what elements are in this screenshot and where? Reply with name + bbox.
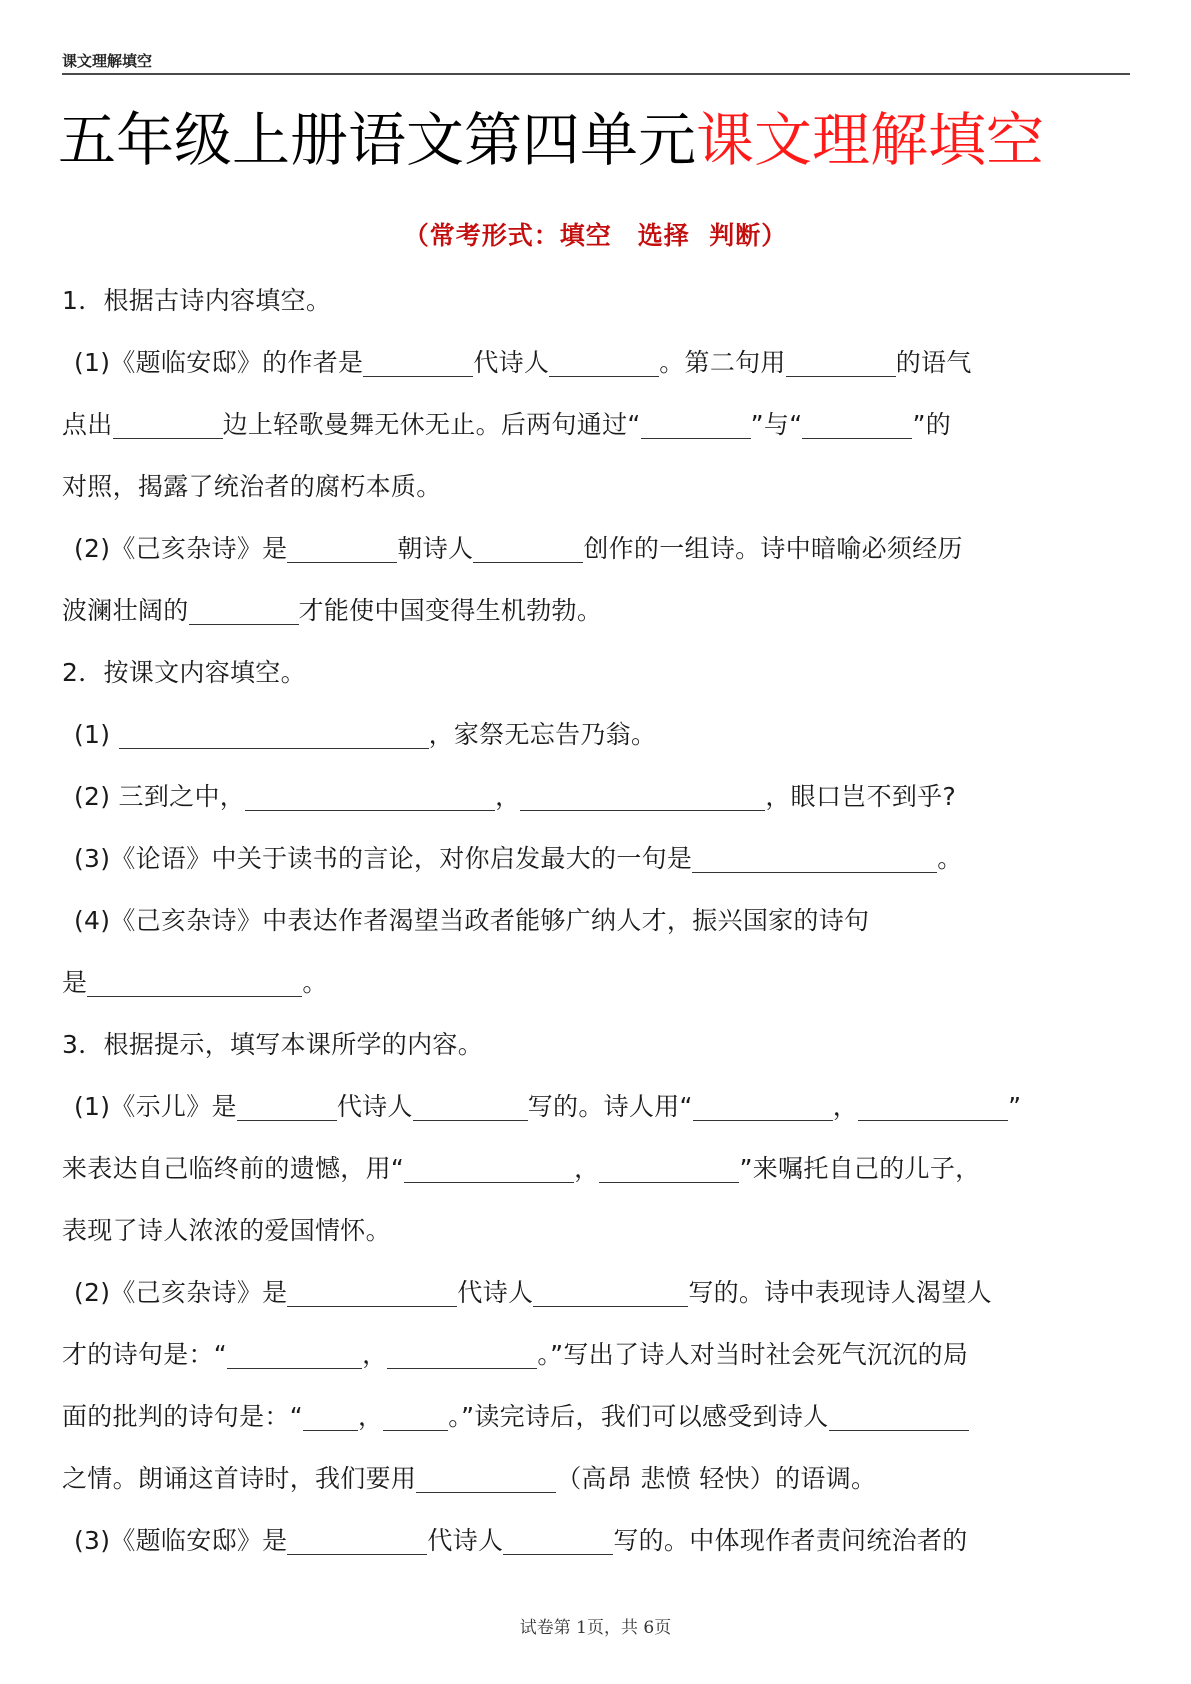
text: (2)《己亥杂诗》是: [74, 1278, 288, 1307]
q2-4-line2: [62, 952, 1130, 1014]
answer-blank[interactable]: [363, 348, 473, 377]
answer-blank[interactable]: [287, 534, 397, 563]
text: 面的批判的诗句是：“: [62, 1402, 303, 1431]
q3-2-line2: [62, 1324, 1130, 1386]
q3-1-line2: [62, 1138, 1130, 1200]
text: (3)《论语》中关于读书的言论，对你启发最大的一句是: [74, 844, 693, 873]
answer-blank[interactable]: [786, 348, 896, 377]
question-2-heading: 2．按课文内容填空。: [62, 658, 306, 687]
q2-3: [62, 828, 1130, 890]
text: 写的。中体现作者责问统治者的: [613, 1526, 968, 1555]
answer-blank[interactable]: [692, 844, 937, 873]
text: (3)《题临安邸》是: [74, 1526, 288, 1555]
text: ”与“: [750, 410, 803, 439]
page-footer: 试卷第 1页，共 6页: [519, 1618, 672, 1638]
answer-blank[interactable]: [503, 1526, 613, 1555]
q1-2-line1: [62, 518, 1130, 580]
q3-2-line3: [62, 1386, 1130, 1448]
text: (2) 三到之中，: [74, 782, 246, 811]
q3-1-line3: 表现了诗人浓浓的爱国情怀。: [62, 1216, 391, 1245]
text: 。: [302, 968, 328, 997]
question-3-heading: 3．根据提示，填写本课所学的内容。: [62, 1030, 484, 1059]
text: 来表达自己临终前的遗憾，用“: [62, 1154, 405, 1183]
running-header: 课文理解填空: [62, 52, 153, 70]
q1-1-line1: [62, 332, 1130, 394]
q3-1-line1: [62, 1076, 1130, 1138]
answer-blank[interactable]: [287, 1526, 427, 1555]
answer-blank[interactable]: [404, 1154, 574, 1183]
text: 创作的一组诗。诗中暗喻必须经历: [583, 534, 963, 563]
text: ，眼口岂不到乎?: [765, 782, 957, 811]
text: ，: [357, 1402, 384, 1431]
answer-blank[interactable]: [237, 1092, 337, 1121]
q1-1-line2: [62, 394, 1130, 456]
text: 代诗人: [427, 1526, 504, 1555]
q2-2: [62, 766, 1130, 828]
text: 朝诗人: [397, 534, 474, 563]
text: ，家祭无忘告乃翁。: [428, 720, 657, 749]
title-main: 五年级上册语文第四单元: [58, 106, 697, 174]
text: 写的。诗中表现诗人渴望人: [688, 1278, 992, 1307]
text: 波澜壮阔的: [62, 596, 189, 625]
answer-blank[interactable]: [189, 596, 299, 625]
text: 。: [937, 844, 963, 873]
answer-blank[interactable]: [387, 1340, 537, 1369]
text: 写的。诗人用“: [527, 1092, 693, 1121]
answer-blank[interactable]: [533, 1278, 688, 1307]
text: (1)《示儿》是: [74, 1092, 237, 1121]
page-title: [58, 105, 1044, 175]
text: ”的: [912, 410, 952, 439]
text: 才能使中国变得生机勃勃。: [298, 596, 603, 625]
text: (1): [74, 720, 119, 749]
answer-blank[interactable]: [520, 782, 765, 811]
worksheet-body: [62, 270, 1130, 1572]
q1-2-line2: [62, 580, 1130, 642]
answer-blank[interactable]: [413, 1092, 528, 1121]
answer-blank[interactable]: [245, 782, 495, 811]
question-1-heading: 1．根据古诗内容填空。: [62, 286, 332, 315]
answer-blank[interactable]: [87, 968, 302, 997]
text: ，: [495, 782, 521, 811]
answer-blank[interactable]: [549, 348, 659, 377]
text: (2)《己亥杂诗》是: [74, 534, 288, 563]
q3-3-line1: [62, 1510, 1130, 1572]
text: 之情。朗诵这首诗时，我们要用: [62, 1464, 417, 1493]
q2-4-line1: (4)《己亥杂诗》中表达作者渴望当政者能够广纳人才，振兴国家的诗句: [74, 906, 870, 935]
answer-blank[interactable]: [641, 410, 751, 439]
text: 。”读完诗后，我们可以感受到诗人: [448, 1402, 829, 1431]
text: 才的诗句是：“: [62, 1340, 228, 1369]
q3-2-line1: [62, 1262, 1130, 1324]
text: 。”写出了诗人对当时社会死气沉沉的局: [537, 1340, 969, 1369]
answer-blank[interactable]: [416, 1464, 556, 1493]
answer-blank[interactable]: [802, 410, 912, 439]
text: （高昂 悲愤 轻快）的语调。: [556, 1464, 877, 1493]
answer-blank[interactable]: [829, 1402, 969, 1431]
answer-blank[interactable]: [227, 1340, 362, 1369]
text: 。第二句用: [659, 348, 786, 377]
answer-blank[interactable]: [113, 410, 223, 439]
text: (1)《题临安邸》的作者是: [74, 348, 364, 377]
answer-blank[interactable]: [383, 1402, 448, 1431]
text: 点出: [62, 410, 113, 439]
text: ”: [1008, 1092, 1022, 1121]
q1-1-line3: 对照，揭露了统治者的腐朽本质。: [62, 472, 442, 501]
text: 代诗人: [473, 348, 550, 377]
title-highlight: 课文理解填空: [696, 106, 1045, 174]
answer-blank[interactable]: [693, 1092, 833, 1121]
text: 边上轻歌曼舞无休无止。后两句通过“: [222, 410, 641, 439]
q2-1: [62, 704, 1130, 766]
text: ，: [362, 1340, 388, 1369]
text: 代诗人: [336, 1092, 413, 1121]
answer-blank[interactable]: [473, 534, 583, 563]
text: ，: [832, 1092, 859, 1121]
exam-format-subtitle: （常考形式：填空 选择 判断）: [403, 221, 788, 250]
answer-blank[interactable]: [287, 1278, 457, 1307]
text: 是: [62, 968, 88, 997]
header-divider: [62, 73, 1130, 75]
text: 的语气: [895, 348, 972, 377]
answer-blank[interactable]: [858, 1092, 1008, 1121]
answer-blank[interactable]: [599, 1154, 739, 1183]
text: ”来嘱托自己的儿子，: [739, 1154, 981, 1183]
answer-blank[interactable]: [303, 1402, 358, 1431]
text: ，: [574, 1154, 600, 1183]
text: 代诗人: [457, 1278, 534, 1307]
answer-blank[interactable]: [119, 720, 429, 749]
q3-2-line4: [62, 1448, 1130, 1510]
